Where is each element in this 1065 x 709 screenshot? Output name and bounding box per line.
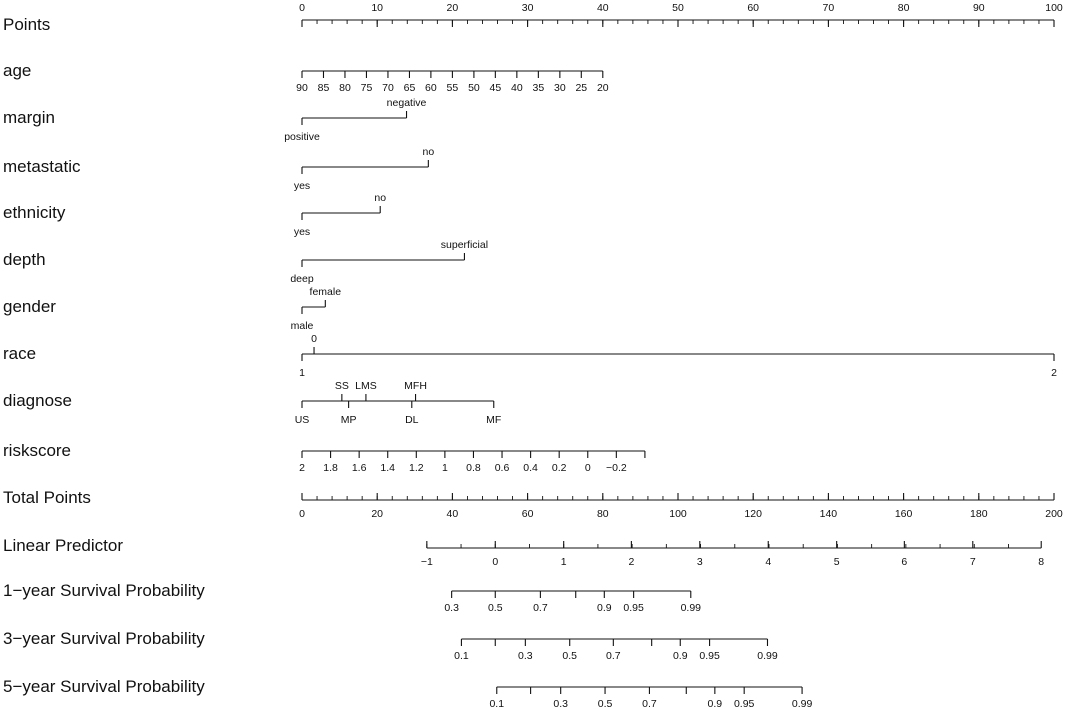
probability-label: 0.95 xyxy=(623,602,644,614)
row-label-race: race xyxy=(3,344,37,363)
probability-label: 0.3 xyxy=(553,698,568,709)
probability-label: 0.7 xyxy=(533,602,548,614)
row-label-age: age xyxy=(3,61,32,80)
tick-label: 3 xyxy=(696,556,703,568)
row-linear-predictor xyxy=(3,536,1044,568)
probability-label: 0.5 xyxy=(562,650,578,662)
tick-label: 2 xyxy=(628,556,635,568)
category-label: DL xyxy=(405,414,419,426)
tick-label: 20 xyxy=(371,508,384,520)
row-race xyxy=(3,333,1057,379)
tick-label: 140 xyxy=(819,508,838,520)
row-label-metastatic: metastatic xyxy=(3,157,81,176)
category-label: yes xyxy=(293,226,311,238)
tick-label: 8 xyxy=(1038,556,1045,568)
probability-label: 0.7 xyxy=(642,698,657,709)
tick-label: 60 xyxy=(521,508,534,520)
tick-label: 0 xyxy=(492,556,499,568)
row-label-depth: depth xyxy=(3,250,46,269)
tick-label: 70 xyxy=(382,82,394,94)
row-label-ethnicity: ethnicity xyxy=(3,203,66,222)
tick-label: 0.4 xyxy=(523,462,538,474)
probability-label: 0.9 xyxy=(596,602,612,614)
tick-label: 20 xyxy=(596,82,609,94)
tick-label: 30 xyxy=(521,2,534,14)
probability-label: 0.3 xyxy=(444,602,459,614)
category-label: 1 xyxy=(299,367,305,379)
tick-label: 4 xyxy=(765,556,772,568)
row-label-total-points: Total Points xyxy=(3,488,91,507)
category-label: positive xyxy=(284,131,320,143)
row-depth xyxy=(3,239,488,285)
row-label-riskscore: riskscore xyxy=(3,441,72,460)
tick-label: −0.2 xyxy=(605,462,627,474)
tick-label: 0.2 xyxy=(551,462,567,474)
probability-label: 0.99 xyxy=(680,602,702,614)
category-label: LMS xyxy=(355,380,377,392)
probability-label: 0.1 xyxy=(489,698,505,709)
tick-label: 35 xyxy=(532,82,545,94)
tick-label: 120 xyxy=(744,508,762,520)
row-age xyxy=(3,61,609,94)
probability-label: 0.95 xyxy=(733,698,755,709)
probability-label: 0.9 xyxy=(672,650,688,662)
tick-label: 160 xyxy=(894,508,913,520)
tick-label: 85 xyxy=(317,82,330,94)
row-1-year-survival-probability xyxy=(3,581,701,614)
row-label-gender: gender xyxy=(3,297,56,316)
tick-label: 50 xyxy=(468,82,480,94)
tick-label: 0 xyxy=(584,462,591,474)
tick-label: 1.8 xyxy=(323,462,338,474)
tick-label: 55 xyxy=(446,82,459,94)
category-label: superficial xyxy=(440,239,489,251)
tick-label: 5 xyxy=(833,556,840,568)
tick-label: 25 xyxy=(575,82,588,94)
category-label: no xyxy=(374,192,387,204)
row-margin xyxy=(3,97,427,143)
tick-label: 10 xyxy=(371,2,384,14)
category-label: SS xyxy=(334,380,349,392)
category-label: negative xyxy=(386,97,427,109)
row-gender xyxy=(3,286,341,332)
category-label: yes xyxy=(293,180,311,192)
tick-label: 0.6 xyxy=(494,462,510,474)
tick-label: 1.6 xyxy=(351,462,367,474)
tick-label: 80 xyxy=(596,508,609,520)
tick-label: 65 xyxy=(403,82,416,94)
row-riskscore xyxy=(3,441,645,474)
category-label: female xyxy=(309,286,342,298)
row-diagnose xyxy=(3,380,501,426)
probability-label: 0.95 xyxy=(699,650,720,662)
probability-label: 0.5 xyxy=(597,698,613,709)
tick-label: 1 xyxy=(560,556,567,568)
tick-label: 90 xyxy=(972,2,985,14)
tick-label: 1 xyxy=(441,462,448,474)
tick-label: 70 xyxy=(822,2,835,14)
tick-label: 6 xyxy=(901,556,908,568)
tick-label: 40 xyxy=(511,82,523,94)
row-label-diagnose: diagnose xyxy=(3,391,73,410)
tick-label: 180 xyxy=(970,508,988,520)
probability-label: 0.99 xyxy=(757,650,778,662)
tick-label: 80 xyxy=(897,2,910,14)
probability-label: 0.1 xyxy=(454,650,469,662)
row-label-margin: margin xyxy=(3,108,55,127)
row-label-3-year-survival-probability: 3−year Survival Probability xyxy=(3,629,205,648)
probability-label: 0.9 xyxy=(707,698,723,709)
category-label: MF xyxy=(486,414,502,426)
row-metastatic xyxy=(3,146,434,192)
tick-label: 20 xyxy=(446,2,459,14)
tick-label: 200 xyxy=(1045,508,1063,520)
tick-label: 1.2 xyxy=(408,462,424,474)
tick-label: 75 xyxy=(360,82,373,94)
tick-label: 60 xyxy=(425,82,437,94)
row-label-5-year-survival-probability: 5−year Survival Probability xyxy=(3,677,205,696)
tick-label: 100 xyxy=(1045,2,1063,14)
tick-label: 0 xyxy=(299,2,305,14)
tick-label: 90 xyxy=(296,82,308,94)
row-label-1-year-survival-probability: 1−year Survival Probability xyxy=(3,581,205,600)
tick-label: −1 xyxy=(420,556,433,568)
tick-label: 40 xyxy=(596,2,609,14)
tick-label: 80 xyxy=(339,82,351,94)
tick-label: 0.8 xyxy=(466,462,481,474)
row-label-linear-predictor: Linear Predictor xyxy=(3,536,124,555)
tick-label: 40 xyxy=(446,508,459,520)
tick-label: 100 xyxy=(669,508,687,520)
category-label: MP xyxy=(340,414,357,426)
probability-label: 0.99 xyxy=(791,698,813,709)
category-label: 2 xyxy=(1051,367,1057,379)
tick-label: 1.4 xyxy=(380,462,396,474)
category-label: 0 xyxy=(311,333,317,345)
tick-label: 0 xyxy=(299,508,305,520)
row-label-points: Points xyxy=(3,15,51,34)
tick-label: 7 xyxy=(969,556,976,568)
probability-label: 0.5 xyxy=(487,602,503,614)
row-points xyxy=(3,2,1063,34)
tick-label: 2 xyxy=(299,462,305,474)
row-total-points xyxy=(3,488,1063,520)
category-label: no xyxy=(422,146,435,158)
probability-label: 0.7 xyxy=(606,650,621,662)
category-label: MFH xyxy=(404,380,427,392)
category-label: male xyxy=(290,320,314,332)
row-3-year-survival-probability xyxy=(3,629,778,662)
category-label: US xyxy=(294,414,310,426)
row-5-year-survival-probability xyxy=(3,677,812,709)
category-label: deep xyxy=(290,273,314,285)
tick-label: 45 xyxy=(489,82,502,94)
tick-label: 30 xyxy=(554,82,566,94)
probability-label: 0.3 xyxy=(518,650,533,662)
tick-label: 60 xyxy=(747,2,760,14)
tick-label: 50 xyxy=(672,2,684,14)
row-ethnicity xyxy=(3,192,386,238)
